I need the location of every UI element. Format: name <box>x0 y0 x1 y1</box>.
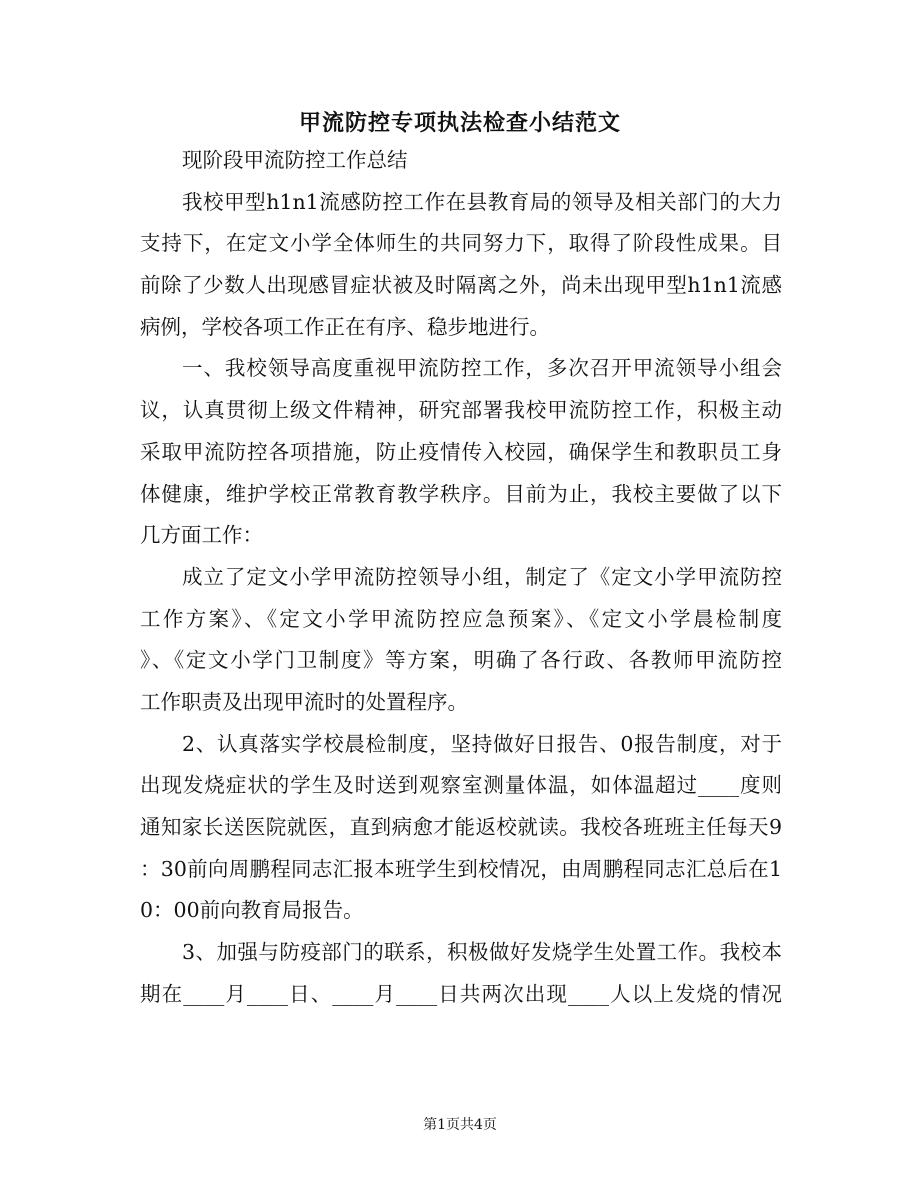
text-line: 一、我校领导高度重视甲流防控工作，多次召开甲流领导小组会 <box>182 356 782 381</box>
text-line: 成立了定文小学甲流防控领导小组，制定了《定文小学甲流防控 <box>182 564 782 589</box>
page-number: 第1页共4页 <box>423 1117 497 1133</box>
text-line: 0：00前向教育局报告。 <box>140 898 364 923</box>
paragraph <box>140 182 782 349</box>
text-line: 现阶段甲流防控工作总结 <box>182 148 408 172</box>
text-line: 支持下，在定文小学全体师生的共同努力下，取得了阶段性成果。目 <box>140 231 782 256</box>
text-line: 》、《定文小学门卫制度》等方案，明确了各行政、各教师甲流防控 <box>140 648 782 673</box>
text-line: 期在____月____日、____月____日共两次出现____人以上发烧的情况 <box>140 981 782 1006</box>
paragraph <box>140 140 782 182</box>
text-line: 体健康，维护学校正常教育教学秩序。目前为止，我校主要做了以下 <box>140 481 782 506</box>
text-line: 病例，学校各项工作正在有序、稳步地进行。 <box>140 314 550 339</box>
text-line: 3、加强与防疫部门的联系，积极做好发烧学生处置工作。我校本 <box>182 940 782 965</box>
text-line: 我校甲型h1n1流感防控工作在县教育局的领导及相关部门的大力 <box>182 189 782 214</box>
document-body <box>140 140 782 1015</box>
text-line: 几方面工作： <box>140 523 263 548</box>
document-title: 甲流防控专项执法检查小结范文 <box>298 111 621 136</box>
text-line: 工作职责及出现甲流时的处置程序。 <box>140 689 468 714</box>
paragraph <box>140 557 782 724</box>
text-line: 2、认真落实学校晨检制度，坚持做好日报告、0报告制度，对于 <box>182 731 782 756</box>
paragraph <box>140 348 782 556</box>
text-line: 通知家长送医院就医，直到病愈才能返校就读。我校各班班主任每天9 <box>140 815 782 839</box>
text-line: 前除了少数人出现感冒症状被及时隔离之外，尚未出现甲型h1n1流感 <box>140 273 782 298</box>
text-line: 出现发烧症状的学生及时送到观察室测量体温，如体温超过____度则 <box>140 773 782 798</box>
text-line: 采取甲流防控各项措施，防止疫情传入校园，确保学生和教职员工身 <box>140 439 782 464</box>
text-line: ：30前向周鹏程同志汇报本班学生到校情况，由周鹏程同志汇总后在1 <box>140 856 782 881</box>
text-line: 工作方案》、《定文小学甲流防控应急预案》、《定文小学晨检制度 <box>140 606 782 631</box>
text-line: 议，认真贯彻上级文件精神，研究部署我校甲流防控工作，积极主动 <box>140 398 782 423</box>
paragraph <box>140 724 782 932</box>
paragraph <box>140 932 782 1015</box>
